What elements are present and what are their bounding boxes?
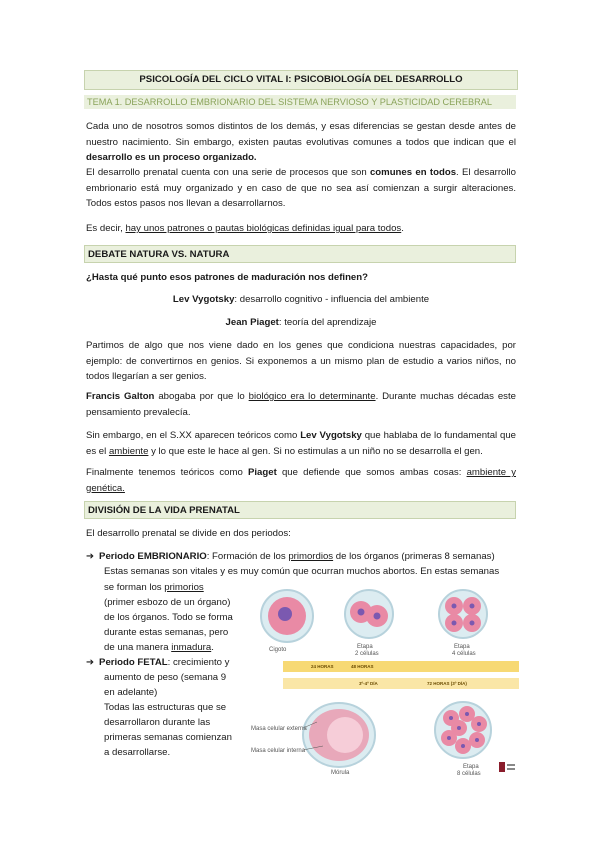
embryonic-line-5: de los órganos. Todo se forma [104,612,233,623]
embryonic-line-2: Estas semanas son vitales y es muy común que ocurran muchos abortos. En estas semanas [104,566,500,577]
embryonic-line-7: de una manera inmadura. [104,642,214,653]
embryonic-line-4: (primer esbozo de un órgano) [104,597,231,608]
fetal-line-5: desarrollaron durante las [104,717,211,728]
vygotsky-line: Lev Vygotsky: desarrollo cognitivo - influencia del ambiente [172,294,430,305]
debate-paragraph-genes: Partimos de algo que nos viene dado en los genes que condiciona nuestras capacidades, por ejemplo: de convertirnos en genios. Si exponemos a un mismo plan de estudio a varios niños, no todos llegarían a ser genios. [86,340,516,382]
label-dia-3-4: 3º-4º DÍA [359,681,378,686]
label-72-horas: 72 HORAS (3º DÍA) [427,681,467,686]
fetal-line-6: primeras semanas comienzan [104,732,232,743]
document-title: PSICOLOGÍA DEL CICLO VITAL I: PSICOBIOLOGÍA DEL DESARROLLO [84,70,518,90]
label-4-celulas: 4 células [452,651,476,657]
label-etapa-8: Etapa [463,764,479,770]
eight-cell-illustration [435,702,491,758]
embryo-development-figure [251,582,519,778]
embryonic-period-item: ➔ Periodo EMBRIONARIO: Formación de los primordios de los órganos (primeras 8 semanas) [86,551,495,562]
label-masa-interna: Masa celular interna [251,748,306,754]
two-cell-illustration [345,590,393,638]
four-cell-illustration [439,590,487,638]
embryonic-line-6: durante estas semanas, pero [104,627,229,638]
debate-paragraph-piaget: Finalmente tenemos teóricos como Piaget que defiende que somos ambas cosas: ambiente y genética. [86,467,516,494]
fetal-line-3: en adelante) [104,687,158,698]
label-24-horas: 24 HORAS [311,664,334,669]
label-cigoto: Cigoto [269,647,287,653]
prenatal-intro: El desarrollo prenatal se divide en dos periodos: [86,528,291,539]
label-etapa-2: Etapa [357,644,373,650]
zygote-illustration [261,590,313,642]
label-48-horas: 48 HORAS [351,664,374,669]
topic-heading: TEMA 1. DESARROLLO EMBRIONARIO DEL SISTEMA NERVIOSO Y PLASTICIDAD CEREBRAL [84,95,516,109]
fetal-line-7: a desarrollarse. [104,747,171,758]
arrow-right-icon: ➔ [86,657,95,668]
embryonic-line-3: se forman los primorios [104,582,204,593]
label-8-celulas: 8 células [457,771,481,777]
time-band-bottom [283,678,519,689]
intro-paragraph-2: El desarrollo prenatal cuenta con una serie de procesos que son comunes en todos. El desarrollo embrionario está muy organizado y en caso de que no sea así comienzan a surgir alteraciones. Todos estos pasos nos llevan a desarrollarnos. [86,167,516,209]
label-morula: Mórula [331,770,350,776]
fetal-period-item: ➔ Periodo FETAL: crecimiento y [86,657,230,668]
blastocyst-illustration [303,703,375,767]
intro-paragraph-1: Cada uno de nosotros somos distintos de los demás, y esas diferencias se gestan desde antes de nuestro nacimiento. Sin embargo, existen pautas evolutivas comunes a todos que indican que el desarrollo es un proceso organizado. [86,121,516,163]
arrow-right-icon: ➔ [86,551,95,562]
section-heading-debate: DEBATE NATURA VS. NATURA [84,245,516,263]
label-2-celulas: 2 células [355,651,379,657]
label-masa-externa: Masa celular externa [251,726,307,732]
fetal-line-4: Todas las estructuras que se [104,702,227,713]
piaget-line: Jean Piaget: teoría del aprendizaje [225,317,377,328]
debate-paragraph-galton: Francis Galton abogaba por que lo biológico era lo determinante. Durante muchas décadas este pensamiento prevalecía. [86,391,516,418]
label-etapa-4: Etapa [454,644,470,650]
section-heading-prenatal: DIVISIÓN DE LA VIDA PRENATAL [84,501,516,519]
debate-question: ¿Hasta qué punto esos patrones de maduración nos definen? [86,272,368,283]
debate-paragraph-vygotsky: Sin embargo, en el S.XX aparecen teóricos como Lev Vygotsky que hablaba de lo fundamental que es el ambiente y lo que este le hace al gen. Si no estimulas a un niño no se desarrolla el gen. [86,430,517,457]
fetal-line-2: aumento de peso (semana 9 [104,672,227,683]
intro-paragraph-3: Es decir, hay unos patrones o pautas biológicas definidas igual para todos. [86,223,404,234]
